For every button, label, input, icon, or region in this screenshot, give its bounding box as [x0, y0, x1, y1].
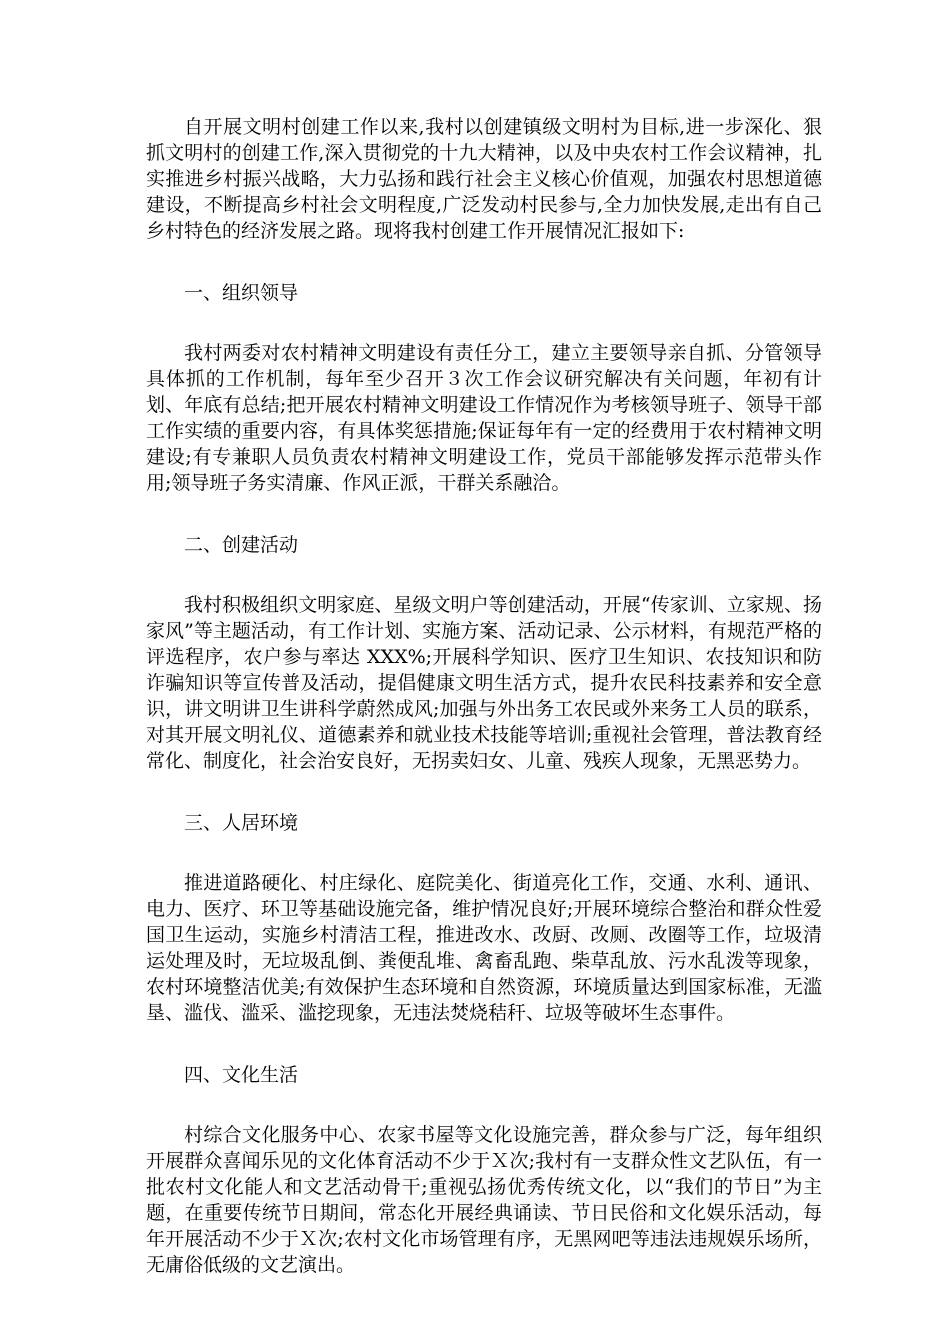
section-body-culture: 村综合文化服务中心、农家书屋等文化设施完善，群众参与广泛，每年组织开展群众喜闻乐见的文化体育活动不少于Ｘ次;我村有一支群众性文艺队伍，有一批农村文化能人和文艺活动骨干;重视弘扬优秀传统文化，以“我们的节日”为主题，在重要传统节日期间，常态化开展经典诵读、节日民俗和文化娱乐活动，每年开展活动不少于Ｘ次;农村文化市场管理有序，无黑网吧等违法违规娱乐场所，无庸俗低级的文艺演出。: [146, 1124, 822, 1276]
section-body-activities: 我村积极组织文明家庭、星级文明户等创建活动，开展“传家训、立家规、扬家风”等主题活动，有工作计划、实施方案、活动记录、公示材料，有规范严格的评选程序，农户参与率达 XXX%;开展科学知识、医疗卫生知识、农技知识和防诈骗知识等宣传普及活动，提倡健康文明生活方式，提升农民科技素养和安全意识，讲文明讲卫生讲科学蔚然成风;加强与外出务工农民或外来务工人员的联系，对其开展文明礼仪、道德素养和就业技术技能等培训;重视社会管理，普法教育经常化、制度化，社会治安良好，无拐卖妇女、儿童、残疾人现象，无黑恶势力。: [146, 594, 822, 772]
section-body-organization: 我村两委对农村精神文明建设有责任分工，建立主要领导亲自抓、分管领导具体抓的工作机制，每年至少召开３次工作会议研究解决有关问题，年初有计划、年底有总结;把开展农村精神文明建设工作情况作为考核领导班子、领导干部工作实绩的重要内容，有具体奖惩措施;保证每年有一定的经费用于农村精神文明建设;有专兼职人员负责农村精神文明建设工作，党员干部能够发挥示范带头作用;领导班子务实清廉、作风正派，干群关系融洽。: [146, 342, 822, 494]
section-heading-activities: 二、创建活动: [184, 534, 299, 556]
section-heading-culture: 四、文化生活: [184, 1064, 299, 1086]
section-body-environment: 推进道路硬化、村庄绿化、庭院美化、街道亮化工作，交通、水利、通讯、电力、医疗、环卫等基础设施完备，维护情况良好;开展环境综合整治和群众性爱国卫生运动，实施乡村清洁工程，推进改水、改厨、改厕、改圈等工作，垃圾清运处理及时，无垃圾乱倒、粪便乱堆、禽畜乱跑、柴草乱放、污水乱泼等现象，农村环境整洁优美;有效保护生态环境和自然资源，环境质量达到国家标准，无滥垦、滥伐、滥采、滥挖现象，无违法焚烧秸秆、垃圾等破坏生态事件。: [146, 872, 822, 1024]
intro-paragraph: 自开展文明村创建工作以来,我村以创建镇级文明村为目标,进一步深化、狠抓文明村的创建工作,深入贯彻党的十九大精神，以及中央农村工作会议精神，扎实推进乡村振兴战略，大力弘扬和践行社会主义核心价值观，加强农村思想道德建设，不断提高乡村社会文明程度,广泛发动村民参与,全力加快发展,走出有自己乡村特色的经济发展之路。现将我村创建工作开展情况汇报如下:: [146, 116, 822, 242]
section-heading-organization: 一、组织领导: [184, 282, 299, 304]
document-page: [146, 114, 822, 1278]
section-heading-environment: 三、人居环境: [184, 812, 299, 834]
